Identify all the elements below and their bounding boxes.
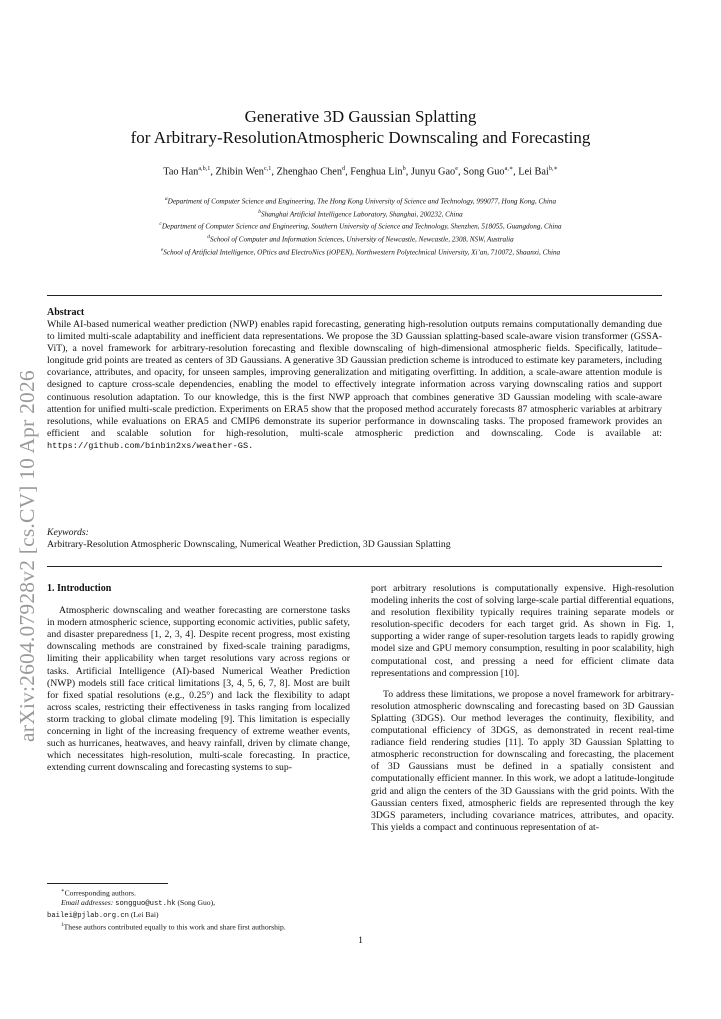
author-name: Junyu Gao [410,166,456,178]
author-name: Fenghua Lin [350,166,403,178]
email-link-lei-bai[interactable]: bailei@pjlab.org.cn [47,911,129,920]
email-owner: (Song Guo), [177,898,215,908]
right-column [371,583,674,843]
affiliation-item [0,207,721,220]
author-affiliation-mark: d [342,165,346,172]
footnote-corresponding: ∗Corresponding authors. [61,888,136,898]
author-name: Song Guo [463,166,505,178]
paper-title-line-2: for Arbitrary-ResolutionAtmospheric Downscaling and Forecasting [130,128,591,147]
affiliation-mark: d [207,234,211,241]
author-affiliation-mark: a,b,1 [198,165,211,172]
affiliation-text: Department of Computer Science and Engineering, Southern University of Science and Technology, Shenzhen, 518055, Guangdong, China [161,222,562,231]
affiliation-text: School of Artificial Intelligence, OPtics and ElectroNics (iOPEN), Northwestern Polytechnical University, Xi’an, 710072, Shaanxi, China [163,248,561,257]
affiliation-mark: c [159,221,162,228]
intro-paragraph: Atmospheric downscaling and weather forecasting are cornerstone tasks in modern atmospheric science, supporting economic activities, public safety, and disaster preparedness [1, 2, 3, 4]. Despite recent progress, most existing downscaling methods are constrained by fixed-scale training paradigms, limiting their applicability when target resolutions vary across regions or tasks. Artificial Intelligence (AI)-based Numerical Weather Prediction (NWP) models still face critical limitations [3, 4, 5, 6, 7, 8]. Most are built for fixed spatial resolutions (e.g., 0.25°) and lack the flexibility to adapt across scales, restricting their effectiveness in tasks ranging from localized storm tracking to global climate modeling [9]. This limitation is especially concerning in light of the increasing frequency of extreme weather events, such as hurricanes, heatwaves, and heavy rainfall, driven by climate change, which necessitates high-resolution, multi-scale forecasting. In practice, extending current downscaling and forecasting systems to sup- [47,605,350,774]
author-name: Zhibin Wen [215,166,264,178]
paper-title-line-1: Generative 3D Gaussian Splatting [244,107,477,126]
author-affiliation-mark: e [455,165,458,172]
affiliation-mark: a [164,196,168,202]
abstract-body [47,319,662,452]
section-heading-introduction: 1. Introduction [47,583,112,594]
affiliation-item [0,245,721,258]
affiliation-item [0,232,721,245]
email-owner: (Lei Bai) [130,909,159,919]
left-column [47,583,350,783]
affiliation-mark: b [258,208,262,215]
email-link-song-guo[interactable]: songguo@ust.hk [115,900,176,909]
affiliation-item [0,194,721,207]
author-affiliation-mark: b,∗ [548,165,558,172]
keywords-text: Arbitrary-Resolution Atmospheric Downscaling, Numerical Weather Prediction, 3D Gaussian Splatting [47,539,451,550]
abstract-top-rule [47,295,662,296]
email-label: Email addresses: [61,898,114,908]
footnote-text: Corresponding authors. [64,888,136,898]
author-name: Tao Han [163,166,199,178]
author-affiliation-mark: b [402,165,406,172]
affiliation-mark: e [160,246,164,253]
footnote-emails-cont [47,910,350,922]
author-name: Lei Bai [518,166,549,178]
affiliation-list [0,194,721,257]
footnote-mark: 1 [61,922,64,929]
affiliation-text: Shanghai Artificial Intelligence Laboratory, Shanghai, 200232, China [261,210,463,219]
author-affiliation-mark: a,∗ [504,165,514,172]
abstract-text: While AI-based numerical weather prediction (NWP) enables rapid forecasting, generating high-resolution outputs remains computationally demanding due to limited multi-scale adaptability and inefficient data representations. We propose the 3D Gaussian splatting-based scale-aware vision transformer (GSSA-ViT), a novel framework for arbitrary-resolution forecasting and flexible downscaling of high-dimensional atmospheric fields. Specifically, latitude–longitude grid points are treated as centers of 3D Gaussians. A generative 3D Gaussian prediction scheme is introduced to estimate key parameters, including covariance, attributes, and opacity, for unseen samples, improving generalization and mitigating overfitting. In addition, a scale-aware attention module is designed to capture cross-scale dependencies, enabling the model to effectively integrate information across varying downscaling ratios and support continuous resolution adaptation. To our knowledge, this is the first NWP approach that combines generative 3D Gaussian modeling with scale-aware attention for unified multi-scale prediction. Experiments on ERA5 show that the proposed method accurately forecasts 87 atmospheric variables at arbitrary resolutions, while evaluations on ERA5 and CMIP6 demonstrate its superior performance in downscaling tasks. The proposed framework provides an efficient and scalable solution for high-resolution, multi-scale atmospheric prediction and downscaling. Code is available at: [47,319,662,439]
affiliation-text: School of Computer and Information Sciences, University of Newcastle, Newcastle, 2308, NSW, Australia [210,235,514,244]
footnotes [47,887,350,932]
footnote-emails [47,898,350,910]
abstract-heading: Abstract [47,307,85,318]
affiliation-item [0,219,721,232]
arxiv-identifier[interactable]: arXiv:2604.07928v2 [cs.CV] 10 Apr 2026 [15,370,39,742]
page-number: 1 [358,935,363,946]
author-affiliation-mark: c,1 [263,165,272,172]
abstract-bottom-rule [47,566,662,567]
author-name: Zhenghao Chen [276,166,342,178]
footnote-text: These authors contributed equally to this work and share first authorship. [63,922,286,932]
footnote-equal-contribution [47,921,350,932]
keywords-heading: Keywords: [47,527,89,538]
footnote-rule [47,883,168,884]
intro-paragraph: To address these limitations, we propose a novel framework for arbitrary-resolution atmospheric downscaling and forecasting based on 3D Gaussian Splatting (3DGS). Our method leverages the continuity, flexibility, and computational efficiency of 3DGS, as demonstrated in recent real-time radiance field rendering studies [11]. To apply 3D Gaussian Splatting to atmospheric reconstruction for downscaling and forecasting, the placement of 3D Gaussians must be defined in a spatially consistent and computationally efficient manner. In this work, we adopt a latitude-longitude grid and align the centers of the 3D Gaussians with the grid points. With the Gaussian centers fixed, atmospheric fields are represented through the key 3DGS parameters, including covariance matrices, attributes, and opacity. This yields a compact and continuous representation of at- [371,688,674,833]
author-list: Tao Han$^{a,b,1}$, Zhibin Wen$^{c,1}$, Zhenghao Chen$^d$, Fenghua Lin$^b$, Junyu Gao$^e$, Song Guo$^{a,∗}$, Lei Bai$^{b,∗}$ [163,165,558,178]
affiliation-text: Department of Computer Science and Engineering, The Hong Kong University of Science and Technology, 999077, Hong Kong, China [167,197,557,206]
intro-paragraph: port arbitrary resolutions is computationally expensive. High-resolution modeling inherits the cost of solving large-scale partial differential equations, and resolution flexibility typically requires training separate models or resolution-specific decoders for each target grid. As shown in Fig. 1, supporting a wider range of super-resolution targets leads to rapidly growing model size and GPU memory consumption, resulting in poor scalability, high computational cost, and pressing a need for efficient climate data representations and compression [10]. [371,583,674,679]
code-url-link[interactable]: https://github.com/binbin2xs/weather-GS. [47,440,254,451]
